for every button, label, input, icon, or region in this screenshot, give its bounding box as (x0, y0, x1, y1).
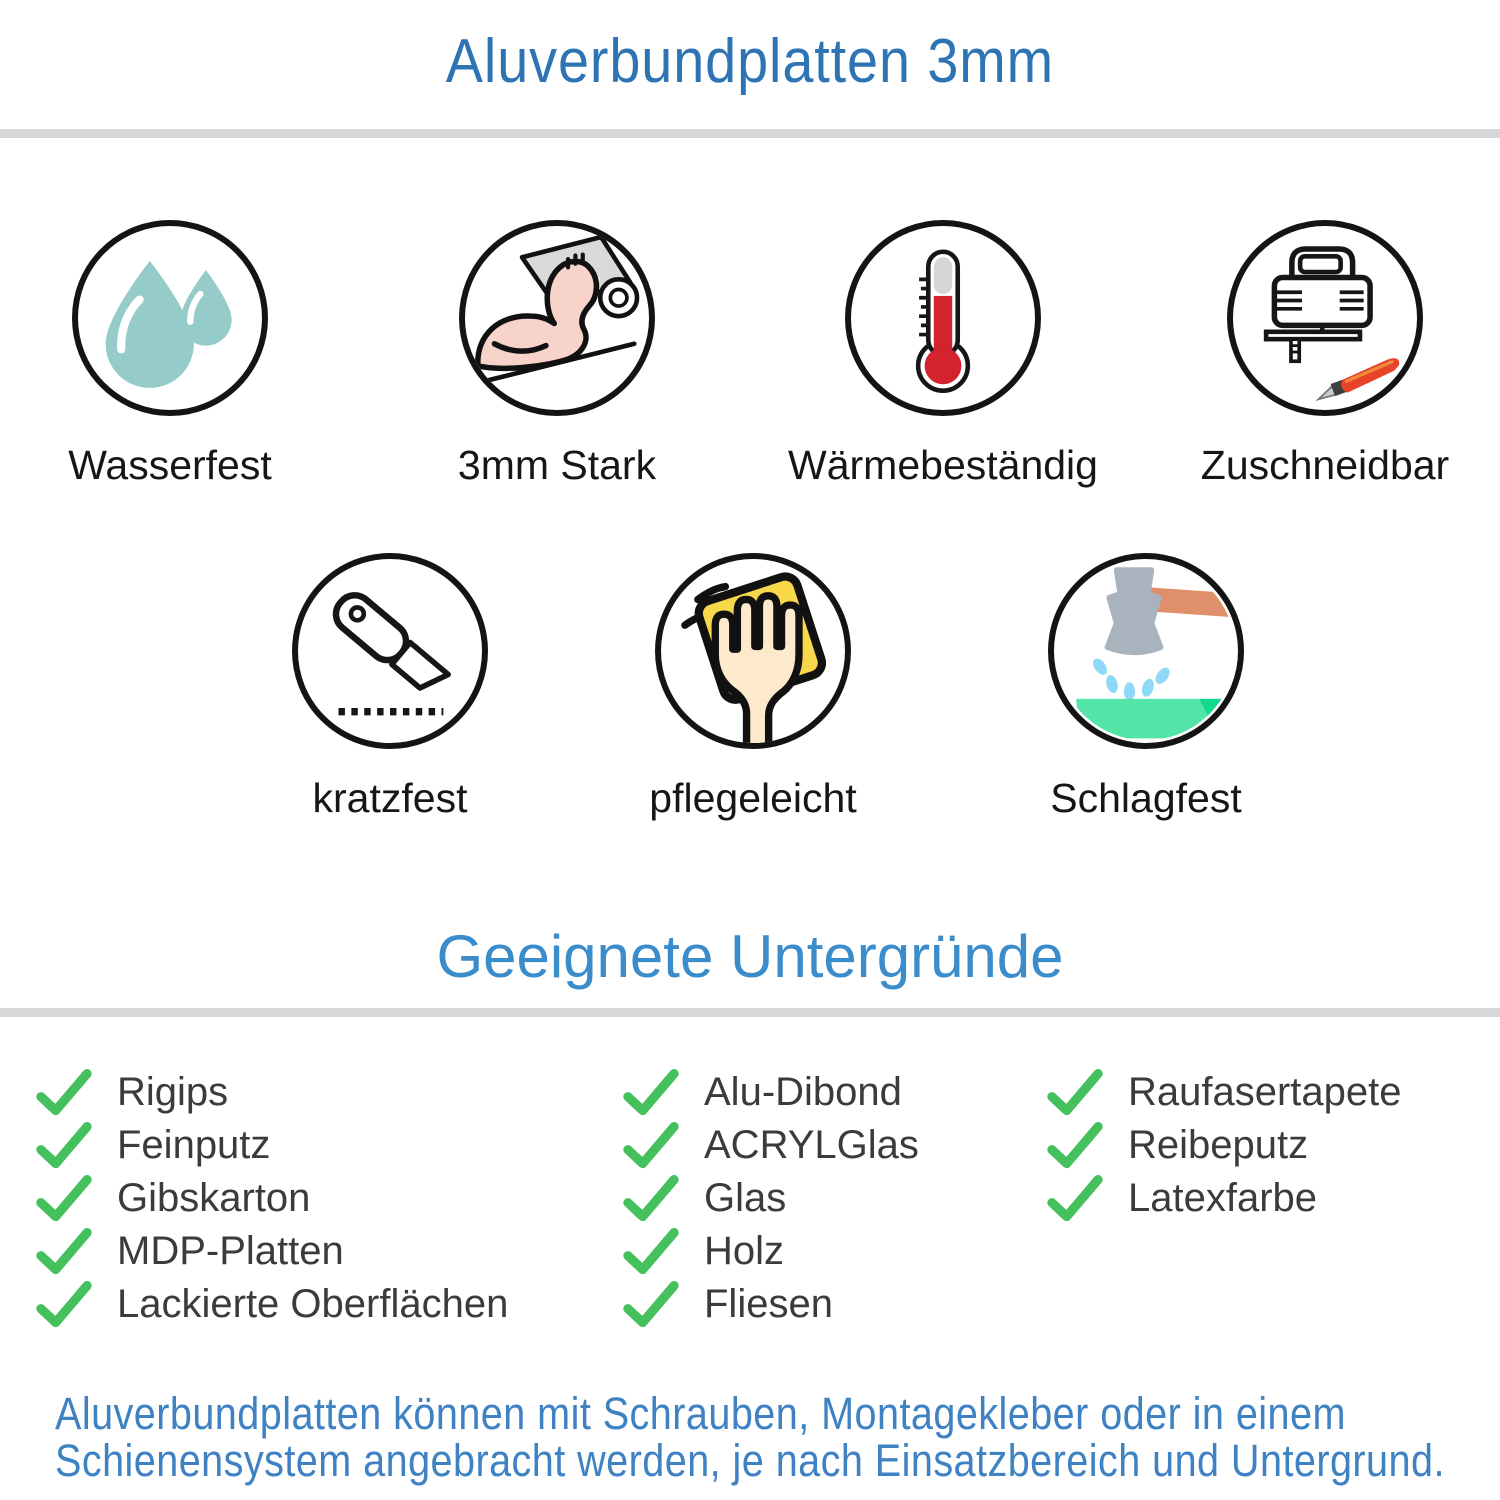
list-item (1046, 1172, 1402, 1225)
checkmark-icon (35, 1122, 93, 1170)
list-item (622, 1225, 919, 1278)
checkmark-icon (622, 1069, 680, 1117)
list-item (1046, 1119, 1402, 1172)
mounting-note (55, 1390, 1500, 1484)
list-item (35, 1172, 508, 1225)
divider-bar (0, 1008, 1500, 1017)
list-item-label: Lackierte Oberflächen (117, 1282, 509, 1326)
list-item-label: Alu-Dibond (704, 1070, 902, 1114)
list-item (622, 1066, 919, 1119)
substrate-column-2 (622, 1066, 919, 1331)
feature-zuschneidbar (1145, 220, 1500, 489)
section-title-text: Geeignete Untergründe (436, 923, 1064, 990)
list-item (35, 1066, 508, 1119)
list-item-label: Reibeputz (1128, 1123, 1309, 1167)
mounting-note-line: Aluverbundplatten können mit Schrauben, Montagekleber oder in einem (55, 1388, 1346, 1439)
muscle-arm-panel-icon (459, 220, 655, 416)
feature-kratzfest (210, 553, 570, 822)
checkmark-icon (1046, 1069, 1104, 1117)
feature-label: kratzfest (312, 775, 468, 821)
checkmark-icon (1046, 1175, 1104, 1223)
feature-label: Schlagfest (1050, 775, 1242, 821)
checkmark-icon (622, 1228, 680, 1276)
checkmark-icon (35, 1175, 93, 1223)
checkmark-icon (622, 1281, 680, 1329)
checkmark-icon (35, 1069, 93, 1117)
mounting-note-line: Schienensystem angebracht werden, je nach Einsatzbereich und Untergrund. (55, 1435, 1445, 1486)
list-item (35, 1278, 508, 1331)
page-title-text: Aluverbundplatten 3mm (445, 27, 1055, 96)
feature-label: Zuschneidbar (1200, 442, 1450, 488)
list-item-label: Fliesen (704, 1282, 833, 1326)
list-item-label: Glas (704, 1176, 787, 1220)
list-item-label: Feinputz (117, 1123, 271, 1167)
feature-3mm-stark (377, 220, 737, 489)
utility-knife-icon (292, 553, 488, 749)
feature-pflegeleicht (573, 553, 933, 822)
list-item (35, 1119, 508, 1172)
feature-waermebestaendig (763, 220, 1123, 489)
feature-schlagfest (966, 553, 1326, 822)
feature-label: Wasserfest (68, 442, 272, 488)
feature-wasserfest (0, 220, 350, 489)
hammer-surface-icon (1048, 553, 1244, 749)
list-item-label: Rigips (117, 1070, 229, 1114)
substrate-column-3 (1046, 1066, 1402, 1225)
list-item (622, 1119, 919, 1172)
feature-label: 3mm Stark (457, 442, 657, 488)
checkmark-icon (35, 1228, 93, 1276)
feature-label: pflegeleicht (649, 775, 857, 821)
list-item (35, 1225, 508, 1278)
hand-cloth-icon (655, 553, 851, 749)
water-drops-icon (72, 220, 268, 416)
page-title (0, 26, 1500, 97)
list-item (622, 1278, 919, 1331)
list-item-label: Holz (704, 1229, 785, 1273)
list-item-label: Gibskarton (117, 1176, 311, 1220)
checkmark-icon (622, 1175, 680, 1223)
divider-bar (0, 129, 1500, 138)
list-item-label: MDP-Platten (117, 1229, 344, 1273)
list-item-label: Raufasertapete (1128, 1070, 1402, 1114)
thermometer-icon (845, 220, 1041, 416)
feature-label: Wärmebeständig (788, 442, 1098, 488)
list-item-label: Latexfarbe (1128, 1176, 1318, 1220)
substrate-column-1 (35, 1066, 508, 1331)
list-item (1046, 1066, 1402, 1119)
list-item-label: ACRYLGlas (704, 1123, 919, 1167)
checkmark-icon (35, 1281, 93, 1329)
checkmark-icon (1046, 1122, 1104, 1170)
list-item (622, 1172, 919, 1225)
jigsaw-knife-icon (1227, 220, 1423, 416)
checkmark-icon (622, 1122, 680, 1170)
section-title-untergruende (0, 922, 1500, 991)
